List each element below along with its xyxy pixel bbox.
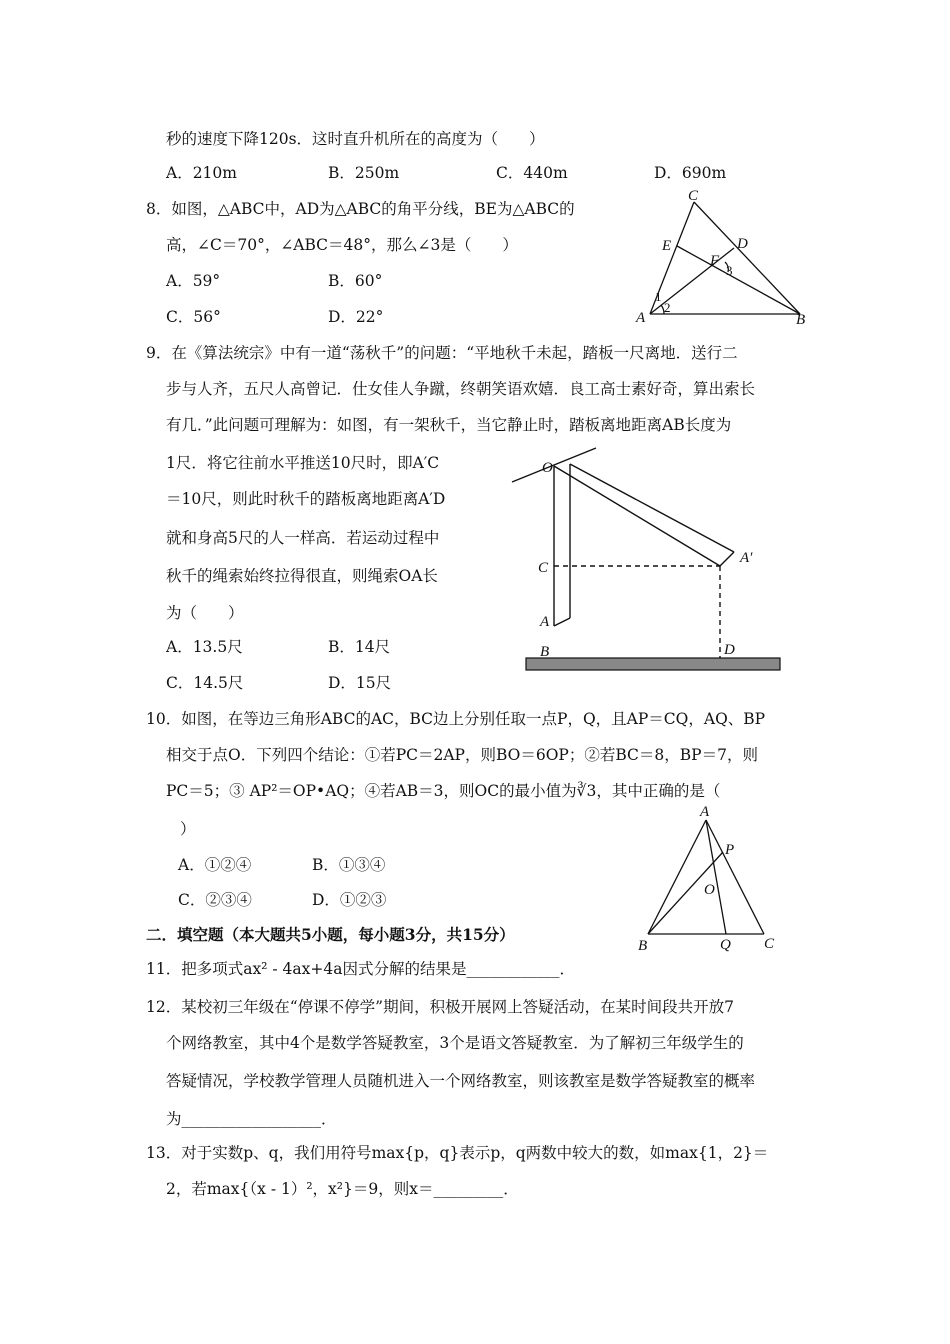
q8-option-b: B．60° <box>328 272 383 290</box>
q8-line2: 高，∠C＝70°，∠ABC＝48°，那么∠3是（ ） <box>166 236 518 254</box>
q12-line4: 为__________________． <box>166 1110 337 1128</box>
section2-title: 二．填空题（本大题共5小题，每小题3分，共15分） <box>146 925 515 944</box>
q9-option-d: D．15尺 <box>328 674 392 692</box>
q9-line1: 9．在《算法统宗》中有一道“荡秋千”的问题：“平地秋千未起，踏板一尺离地．送行二 <box>146 344 738 362</box>
q10-label-o: O <box>704 882 715 898</box>
q10-line2: 相交于点O．下列四个结论：①若PC＝2AP，则BO＝6OP；②若BC＝8，BP＝7，则 <box>166 746 758 764</box>
q10-option-a: A．①②④ <box>178 856 252 874</box>
q8-triangle-figure <box>630 188 830 328</box>
q9-line7: 秋千的绳索始终拉得很直，则绳索OA长 <box>166 567 438 585</box>
q9-label-d: D <box>724 642 735 658</box>
q9-label-a: A <box>540 614 550 630</box>
q8-option-d: D．22° <box>328 308 384 326</box>
q9-line2: 步与人齐，五尺人高曾记．仕女佳人争蹴，终朝笑语欢嬉．良工高士素好奇，算出索长 <box>166 380 756 398</box>
q9-option-a: A．13.5尺 <box>166 638 243 656</box>
q8-label-b: B <box>796 312 806 328</box>
q8-label-e: E <box>662 238 672 254</box>
q10-segment-aq <box>706 820 726 934</box>
q9-line8: 为（ ） <box>166 604 244 622</box>
q9-rope-pushed-right <box>570 464 734 552</box>
q9-line3: 有几．”此问题可理解为：如图，有一架秋千，当它静止时，踏板离地距离AB长度为 <box>166 416 732 434</box>
q10-label-c: C <box>764 936 775 952</box>
q8-label-d: D <box>737 236 748 252</box>
q10-side-ac <box>706 820 764 934</box>
q9-seat-pushed <box>720 552 734 566</box>
q8-label-3: 3 <box>726 263 733 278</box>
q10-line4: ） <box>180 820 196 838</box>
q10-option-c: C．②③④ <box>178 891 252 909</box>
q10-side-ab <box>648 820 706 934</box>
q10-line1: 10．如图，在等边三角形ABC的AC，BC边上分别任取一点P，Q，且AP＝CQ，AQ、BP <box>146 710 766 728</box>
q10-triangle-figure <box>632 806 792 956</box>
q7-option-d: D．690m <box>654 164 727 182</box>
q8-label-2: 2 <box>664 300 671 315</box>
q8-option-c: C．56° <box>166 308 221 326</box>
q9-label-aprime: A′ <box>740 550 753 566</box>
q9-option-c: C．14.5尺 <box>166 674 244 692</box>
q13-line1: 13．对于实数p、q，我们用符号max{p，q}表示p，q两数中较大的数，如max{1，2}＝ <box>146 1144 769 1162</box>
q9-seat <box>554 618 570 626</box>
q10-line3: PC＝5；③ AP²＝OP•AQ；④若AB＝3，则OC的最小值为∛3，其中正确的是（ <box>166 782 721 800</box>
q7-option-b: B．250m <box>328 164 400 182</box>
q9-line6: 就和身高5尺的人一样高．若运动过程中 <box>166 529 440 547</box>
q10-label-b: B <box>638 938 648 954</box>
q9-rope-pushed-left <box>554 466 720 566</box>
q13-line2: 2，若max{（x - 1）²，x²}＝9，则x＝_________． <box>166 1180 519 1198</box>
q9-line4: 1尺．将它往前水平推送10尺时，即A′C <box>166 454 440 472</box>
q9-label-b: B <box>540 644 550 660</box>
q8-label-f: F <box>710 253 720 269</box>
q7-option-c: C．440m <box>496 164 568 182</box>
q9-option-b: B．14尺 <box>328 638 391 656</box>
q9-line5: ＝10尺，则此时秋千的踏板离地距离A′D <box>166 490 446 508</box>
q12-line2: 个网络教室，其中4个是数学答疑教室，3个是语文答疑教室．为了解初三年级学生的 <box>166 1034 744 1052</box>
q8-label-1: 1 <box>655 289 662 304</box>
q10-label-a: A <box>700 804 710 820</box>
q7-line: 秒的速度下降120s．这时直升机所在的高度为（ ） <box>166 130 545 148</box>
q8-label-a: A <box>636 310 646 326</box>
q10-option-d: D．①②③ <box>312 891 387 909</box>
q12-line3: 答疑情况，学校教学管理人员随机进入一个网络教室，则该教室是数学答疑教室的概率 <box>166 1072 756 1090</box>
q10-label-q: Q <box>720 937 731 953</box>
q8-label-c: C <box>688 188 699 204</box>
q9-swing-figure <box>508 446 798 676</box>
q10-option-b: B．①③④ <box>312 856 386 874</box>
q11-line: 11．把多项式ax² - 4ax+4a因式分解的结果是____________． <box>146 960 575 978</box>
q10-label-p: P <box>725 842 735 858</box>
q9-ground <box>526 658 780 670</box>
q8-option-a: A．59° <box>166 272 221 290</box>
q8-line1: 8．如图，△ABC中，AD为△ABC的角平分线，BE为△ABC的 <box>146 200 575 218</box>
q7-option-a: A．210m <box>166 164 237 182</box>
q8-altitude-be <box>677 246 800 314</box>
q12-line1: 12．某校初三年级在“停课不停学”期间，积极开展网上答疑活动，在某时间段共开放7 <box>146 998 734 1016</box>
q9-label-o: O <box>542 460 553 476</box>
q9-label-c: C <box>538 560 549 576</box>
